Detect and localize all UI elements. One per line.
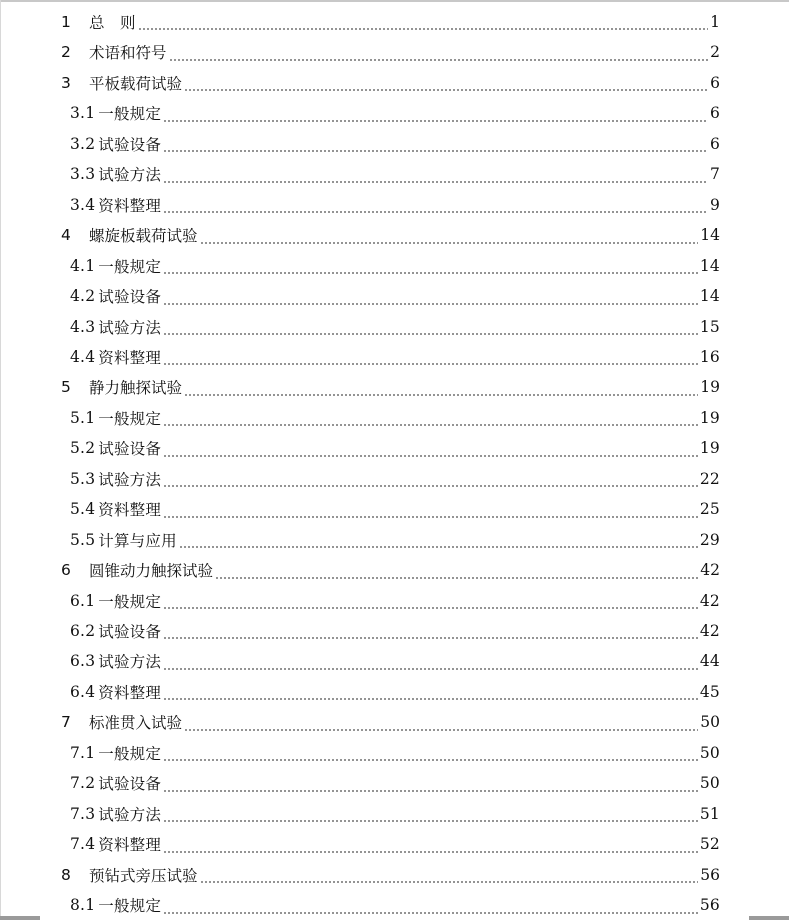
toc-entry-title: 试验方法 — [98, 166, 162, 185]
toc-entry-title: 资料整理 — [98, 348, 162, 367]
toc-entry-number: 3.1 — [70, 104, 96, 123]
toc-entry-number: 4.3 — [70, 317, 96, 336]
toc-entry-page: 56 — [700, 865, 720, 884]
toc-dot-leader — [163, 475, 698, 494]
scroll-edge-left — [0, 916, 40, 920]
toc-entry-number: 5.3 — [70, 469, 96, 488]
toc-entry-page: 56 — [699, 896, 720, 915]
toc-dot-leader — [163, 750, 698, 769]
toc-entry-number: 5.5 — [70, 530, 96, 549]
toc-entry-number: 6.4 — [70, 682, 96, 701]
toc-section-entry[interactable] — [0, 525, 789, 555]
toc-entry-page: 14 — [699, 256, 720, 275]
toc-entry-number: 3.2 — [70, 134, 96, 153]
toc-dot-leader — [179, 536, 698, 555]
toc-entry-title: 术语和符号 — [89, 44, 167, 63]
toc-entry-page: 6 — [709, 134, 720, 153]
toc-entry-title: 平板载荷试验 — [89, 74, 183, 93]
toc-entry-title: 标准贯入试验 — [89, 714, 183, 733]
toc-entry-title: 一般规定 — [98, 105, 162, 124]
toc-entry-page: 42 — [699, 622, 720, 640]
toc-entry-title: 试验方法 — [98, 805, 162, 824]
toc-chapter-entry[interactable] — [0, 37, 789, 67]
toc-dot-leader — [200, 232, 699, 251]
toc-section-entry[interactable] — [0, 829, 789, 859]
toc-entry-title: 试验设备 — [98, 135, 162, 154]
toc-section-entry[interactable] — [0, 251, 789, 281]
toc-section-entry[interactable] — [0, 281, 789, 311]
toc-entry-page: 15 — [699, 317, 720, 336]
toc-section-entry[interactable] — [0, 494, 789, 524]
toc-entry-title: 螺旋板载荷试验 — [89, 227, 198, 246]
toc-section-entry[interactable] — [0, 768, 789, 798]
toc-entry-number: 5.1 — [70, 408, 96, 427]
toc-dot-leader — [163, 445, 698, 464]
toc-entry-number: 4 — [61, 226, 71, 245]
toc-entry-page: 45 — [699, 682, 720, 701]
toc-entry-number: 2 — [61, 43, 71, 62]
toc-entry-number: 6.2 — [70, 622, 96, 640]
toc-dot-leader — [184, 384, 698, 403]
toc-entry-page: 22 — [699, 469, 720, 488]
toc-entry-title: 静力触探试验 — [89, 379, 183, 398]
toc-entry-number: 7.4 — [70, 835, 96, 854]
toc-entry-title: 总 则 — [89, 14, 136, 32]
toc-entry-number: 7 — [61, 713, 71, 732]
toc-section-entry[interactable] — [0, 159, 789, 189]
toc-dot-leader — [163, 810, 698, 829]
top-border — [0, 0, 789, 2]
toc-dot-leader — [163, 171, 708, 190]
toc-section-entry[interactable] — [0, 403, 789, 433]
toc-entry-number: 3 — [61, 73, 71, 92]
toc-dot-leader — [163, 780, 698, 799]
toc-entry-title: 一般规定 — [98, 592, 162, 611]
toc-dot-leader — [163, 323, 698, 342]
toc-chapter-entry[interactable] — [0, 68, 789, 98]
toc-dot-leader — [163, 354, 698, 373]
toc-dot-leader — [163, 841, 698, 860]
toc-entry-page: 44 — [699, 652, 720, 671]
toc-entry-title: 试验方法 — [98, 653, 162, 672]
toc-entry-title: 试验设备 — [98, 288, 162, 307]
toc-entry-page: 19 — [699, 408, 720, 427]
toc-entry-number: 3.4 — [70, 195, 96, 214]
toc-entry-number: 5 — [61, 378, 71, 397]
toc-entry-page: 6 — [710, 73, 720, 92]
toc-entry-title: 一般规定 — [98, 744, 162, 763]
toc-section-entry[interactable] — [0, 586, 789, 616]
toc-entry-page: 9 — [709, 195, 720, 214]
toc-entry-title: 资料整理 — [98, 836, 162, 855]
toc-entry-page: 50 — [700, 713, 720, 732]
toc-entry-number: 8.1 — [70, 896, 96, 915]
toc-entry-page: 25 — [699, 500, 720, 519]
toc-section-entry[interactable] — [0, 890, 789, 920]
toc-entry-number: 1 — [61, 13, 71, 31]
toc-section-entry[interactable] — [0, 799, 789, 829]
toc-entry-page: 52 — [699, 835, 720, 854]
toc-dot-leader — [163, 262, 698, 281]
toc-entry-page: 19 — [700, 378, 720, 397]
toc-entry-number: 4.2 — [70, 287, 96, 306]
toc-section-entry[interactable] — [0, 738, 789, 768]
toc-entry-page: 6 — [709, 104, 720, 123]
toc-entry-title: 试验设备 — [98, 440, 162, 459]
toc-entry-title: 试验方法 — [98, 470, 162, 489]
toc-entry-title: 试验方法 — [98, 318, 162, 337]
toc-entry-page: 19 — [699, 439, 720, 458]
toc-chapter-entry[interactable] — [0, 707, 789, 737]
toc-entry-title: 资料整理 — [98, 683, 162, 702]
toc-chapter-entry[interactable] — [0, 372, 789, 402]
toc-chapter-entry[interactable] — [0, 555, 789, 585]
toc-entry-number: 5.2 — [70, 439, 96, 458]
toc-section-entry[interactable] — [0, 342, 789, 372]
toc-entry-title: 一般规定 — [98, 409, 162, 428]
toc-dot-leader — [163, 110, 708, 129]
toc-chapter-entry[interactable] — [0, 860, 789, 890]
toc-entry-page: 2 — [710, 43, 720, 62]
toc-section-entry[interactable] — [0, 129, 789, 159]
toc-entry-number: 8 — [61, 865, 71, 884]
toc-entry-page: 1 — [710, 13, 720, 31]
toc-entry-page: 50 — [699, 774, 720, 793]
toc-entry-title: 一般规定 — [98, 897, 162, 916]
toc-entry-title: 资料整理 — [98, 501, 162, 520]
scroll-edge-right — [749, 916, 789, 920]
toc-dot-leader — [215, 567, 698, 586]
toc-dot-leader — [138, 19, 709, 38]
toc-section-entry[interactable] — [0, 464, 789, 494]
toc-entry-number: 3.3 — [70, 165, 96, 184]
toc-chapter-entry[interactable] — [0, 7, 789, 37]
toc-entry-number: 7.2 — [70, 774, 96, 793]
toc-entry-page: 29 — [699, 530, 720, 549]
toc-entry-page: 50 — [699, 743, 720, 762]
toc-entry-number: 6 — [61, 561, 71, 580]
toc-entry-number: 5.4 — [70, 500, 96, 519]
toc-section-entry[interactable] — [0, 646, 789, 676]
toc-section-entry[interactable] — [0, 677, 789, 707]
toc-entry-title: 试验设备 — [98, 775, 162, 794]
toc-dot-leader — [163, 506, 698, 525]
toc-dot-leader — [163, 201, 708, 220]
toc-dot-leader — [163, 689, 698, 708]
toc-entry-title: 预钻式旁压试验 — [89, 866, 198, 885]
toc-entry-page: 42 — [700, 561, 720, 580]
toc-entry-title: 试验设备 — [98, 623, 162, 641]
toc-dot-leader — [184, 80, 708, 99]
toc-dot-leader — [163, 415, 698, 434]
toc-section-entry[interactable] — [0, 312, 789, 342]
toc-dot-leader — [163, 902, 698, 920]
toc-entry-title: 计算与应用 — [98, 531, 177, 550]
toc-section-entry[interactable] — [0, 616, 789, 646]
toc-dot-leader — [184, 719, 698, 738]
toc-entry-number: 4.4 — [70, 347, 96, 366]
toc-section-entry[interactable] — [0, 190, 789, 220]
toc-dot-leader — [163, 658, 698, 677]
toc-entry-page: 14 — [700, 226, 720, 245]
toc-chapter-entry[interactable] — [0, 220, 789, 250]
toc-entry-page: 42 — [699, 591, 720, 610]
toc-dot-leader — [163, 293, 698, 312]
toc-entry-title: 圆锥动力触探试验 — [89, 562, 214, 581]
toc-entry-number: 6.3 — [70, 652, 96, 671]
toc-entry-page: 51 — [699, 804, 720, 823]
toc-entry-number: 6.1 — [70, 591, 96, 610]
toc-entry-number: 7.3 — [70, 804, 96, 823]
toc-entry-page: 16 — [699, 347, 720, 366]
toc-entry-page: 14 — [699, 287, 720, 306]
toc-entry-number: 7.1 — [70, 743, 96, 762]
toc-entry-title: 资料整理 — [98, 196, 162, 215]
toc-dot-leader — [200, 871, 699, 890]
toc-entry-page: 7 — [709, 165, 720, 184]
toc-entry-title: 一般规定 — [98, 257, 162, 276]
toc-dot-leader — [169, 49, 709, 68]
toc-section-entry[interactable] — [0, 98, 789, 128]
toc-dot-leader — [163, 597, 698, 616]
toc-dot-leader — [163, 141, 708, 160]
toc-dot-leader — [163, 628, 698, 647]
toc-entry-number: 4.1 — [70, 256, 96, 275]
toc-section-entry[interactable] — [0, 433, 789, 463]
